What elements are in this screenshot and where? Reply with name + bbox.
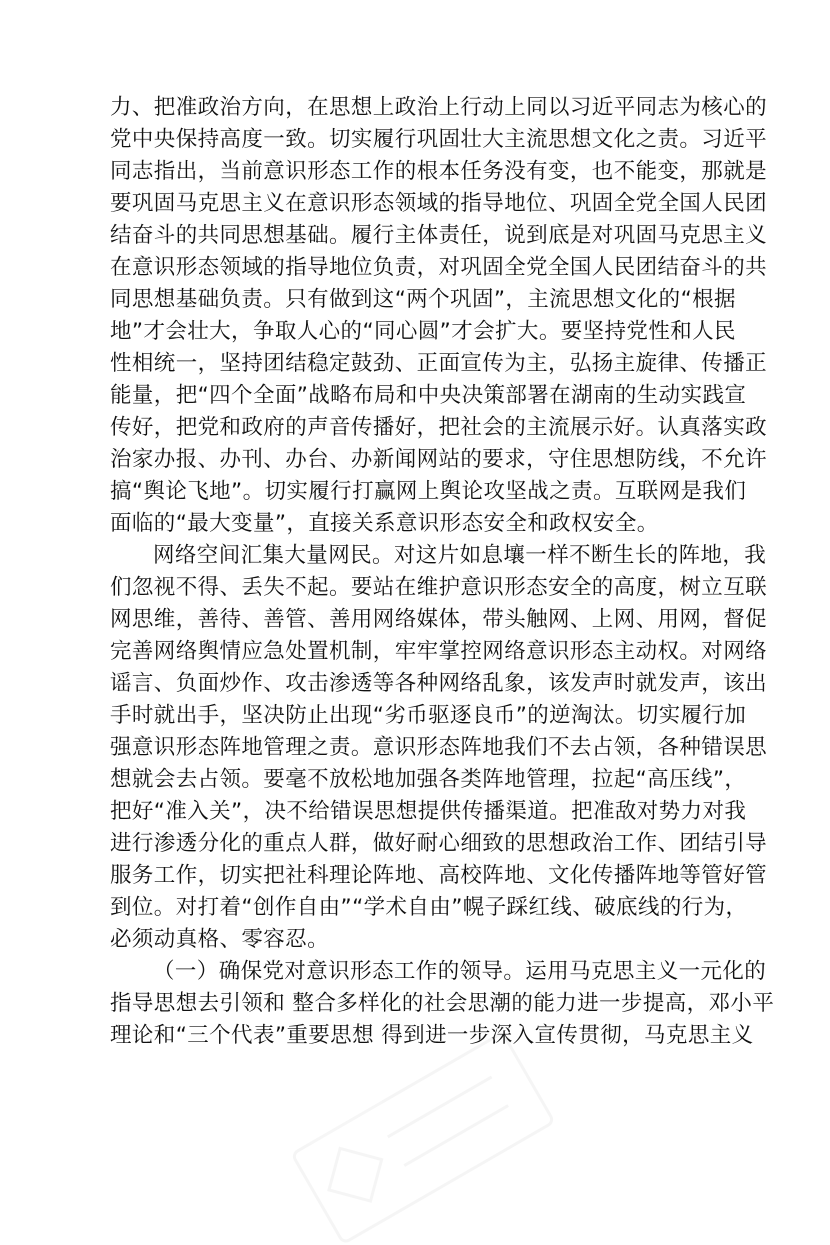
text-line: 性相统一，坚持团结稳定鼓劲、正面宣传为主，弘扬主旋律、传播正 [110, 351, 768, 376]
text-line: 搞“舆论飞地”。切实履行打赢网上舆论攻坚战之责。互联网是我们 [110, 479, 747, 504]
text-line: 在意识形态领域的指导地位负责，对巩固全党全国人民团结奋斗的共 [110, 255, 768, 280]
watermark-logo [290, 1031, 556, 1245]
text-line: 指导思想去引领和 整合多样化的社会思潮的能力进一步提高，邓小平 [110, 991, 775, 1016]
paragraph-first-line: （一）确保党对意识形态工作的领导。运用马克思主义一元化的 [153, 959, 767, 984]
document-body [110, 92, 775, 1052]
paragraph-first-line: 网络空间汇集大量网民。对这片如息壤一样不断生长的阵地，我 [153, 543, 767, 568]
text-line: 面临的“最大变量”，直接关系意识形态安全和政权安全。 [110, 511, 659, 536]
text-line: 们忽视不得、丢失不起。要站在维护意识形态安全的高度，树立互联 [110, 575, 768, 600]
text-line: 党中央保持高度一致。切实履行巩固壮大主流思想文化之责。习近平 [110, 127, 768, 152]
text-line: 强意识形态阵地管理之责。意识形态阵地我们不去占领，各种错误思 [110, 735, 768, 760]
text-line: 治家办报、办刊、办台、办新闻网站的要求，守住思想防线，不允许 [110, 447, 768, 472]
text-line: 把好“准入关”，决不给错误思想提供传播渠道。把准敌对势力对我 [110, 799, 747, 824]
text-line: 服务工作，切实把社科理论阵地、高校阵地、文化传播阵地等管好管 [110, 863, 768, 888]
text-line: 力、把准政治方向，在思想上政治上行动上同以习近平同志为核心的 [110, 95, 768, 120]
text-line: 能量，把“四个全面”战略布局和中央决策部署在湖南的生动实践宣 [110, 383, 747, 408]
text-line: 进行渗透分化的重点人群，做好耐心细致的思想政治工作、团结引导 [110, 831, 768, 856]
text-line: 传好，把党和政府的声音传播好，把社会的主流展示好。认真落实政 [110, 415, 768, 440]
text-line: 必须动真格、零容忍。 [110, 927, 330, 952]
text-line: 完善网络舆情应急处置机制，牢牢掌控网络意识形态主动权。对网络 [110, 639, 768, 664]
text-line: 地”才会壮大，争取人心的“同心圆”才会扩大。要坚持党性和人民 [110, 319, 736, 344]
text-line: 同志指出，当前意识形态工作的根本任务没有变，也不能变，那就是 [110, 159, 768, 184]
text-line: 到位。对打着“创作自由”“学术自由”幌子踩红线、破底线的行为， [110, 895, 748, 920]
text-line: 想就会去占领。要毫不放松地加强各类阵地管理，拉起“高压线”， [110, 767, 747, 792]
text-line: 手时就出手，坚决防止出现“劣币驱逐良币”的逆淘汰。切实履行加 [110, 703, 747, 728]
text-line: 同思想基础负责。只有做到这“两个巩固”，主流思想文化的“根据 [110, 287, 736, 312]
text-line: 要巩固马克思主义在意识形态领域的指导地位、巩固全党全国人民团 [110, 191, 768, 216]
text-line: 网思维，善待、善管、善用网络媒体，带头触网、上网、用网，督促 [110, 607, 768, 632]
text-line: 结奋斗的共同思想基础。履行主体责任，说到底是对巩固马克思主义 [110, 223, 768, 248]
text-line: 理论和“三个代表”重要思想 得到进一步深入宣传贯彻，马克思主义 [110, 1023, 754, 1048]
text-line: 谣言、负面炒作、攻击渗透等各种网络乱象，该发声时就发声，该出 [110, 671, 768, 696]
